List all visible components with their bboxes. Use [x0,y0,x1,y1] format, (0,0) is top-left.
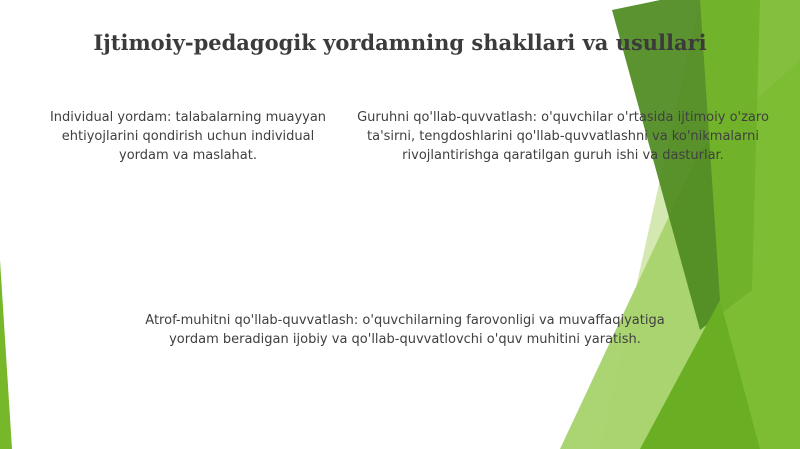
text-block-environment-support: Atrof-muhitni qo'llab-quvvatlash: o'quvchilarning farovonligi va muvaffaqiyatiga yordam beradigan ijobiy va qo'llab-quvvatlovchi o'quv muhitini yaratish. [145,313,665,347]
slide-title: Ijtimoiy-pedagogik yordamning shakllari va usullari [93,30,707,55]
deco-left-edge [0,260,12,449]
text-block-group-support: Guruhni qo'llab-quvvatlash: o'quvchilar o'rtasida ijtimoiy o'zaro ta'sirni, tengdoshlarini qo'llab-quvvatlashni va ko'nikmalarni rivojlantirishga qaratilgan guruh ishi va dasturlar. [357,110,769,163]
text-block-individual-support: Individual yordam: talabalarning muayyan ehtiyojlarini qondirish uchun individual yordam va maslahat. [49,110,327,163]
